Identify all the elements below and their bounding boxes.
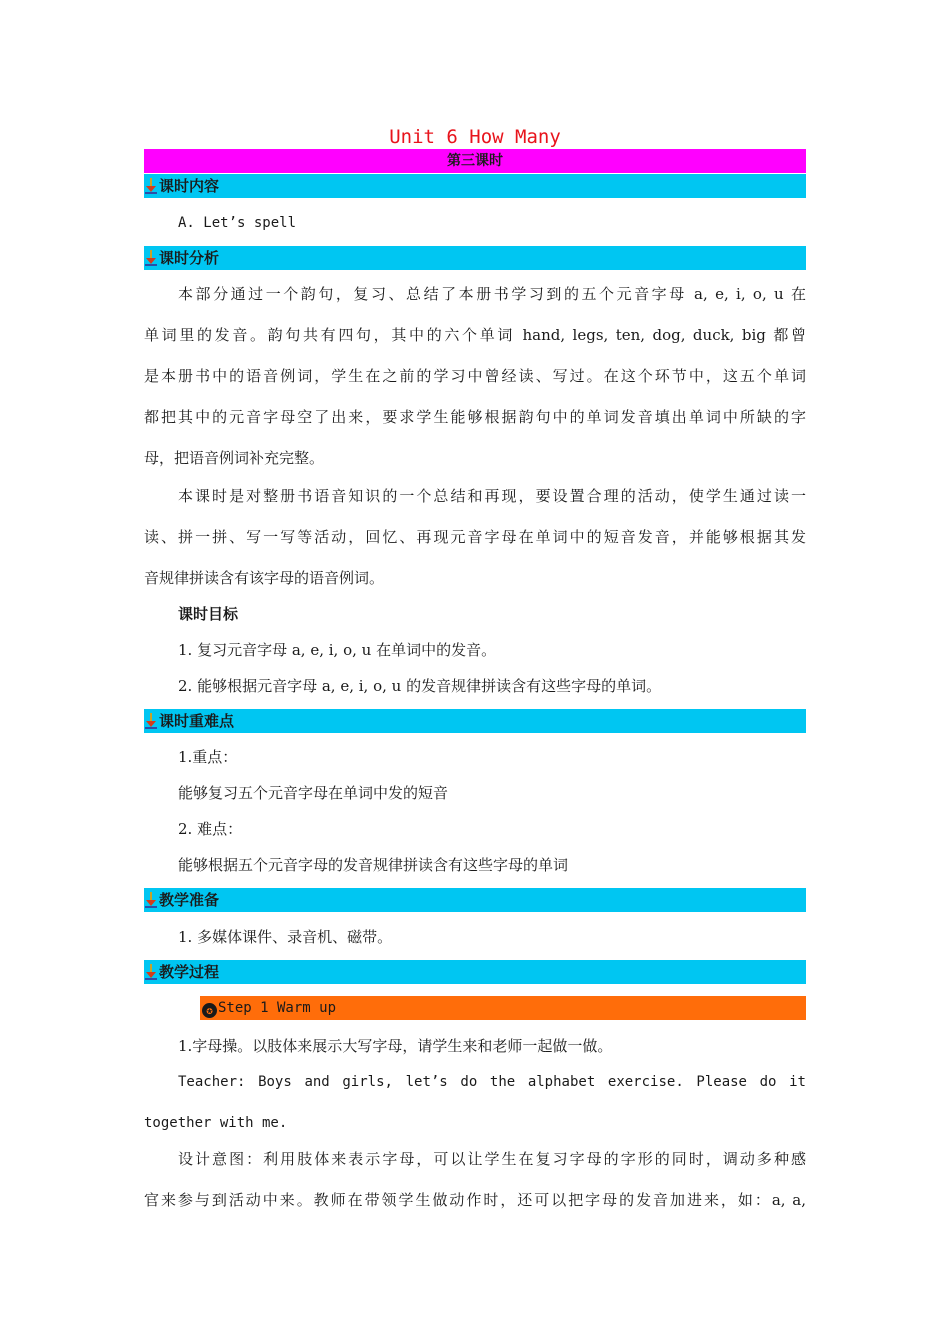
section-label: 课时分析 bbox=[159, 249, 220, 267]
download-arrow-icon bbox=[144, 713, 158, 729]
analysis-line: 本部分通过一个韵句，复习、总结了本册书学习到的五个元音字母 a, e, i, o, u 在 bbox=[178, 285, 806, 303]
section-bar-analysis bbox=[144, 246, 806, 270]
section-bar-content bbox=[144, 174, 806, 198]
document-title: Unit 6 How Many bbox=[389, 126, 561, 148]
section-bar-key-points bbox=[144, 709, 806, 733]
process-line: 官来参与到活动中来。教师在带领学生做动作时，还可以把字母的发音加进来，如：a, a, bbox=[144, 1191, 806, 1209]
key-text: 能够复习五个元音字母在单词中发的短音 bbox=[178, 784, 449, 802]
objectives-heading: 课时目标 bbox=[178, 605, 239, 623]
analysis-line: 本课时是对整册书语音知识的一个总结和再现，要设置合理的活动，使学生通过读一 bbox=[178, 487, 806, 505]
section-label: 教学准备 bbox=[159, 891, 220, 909]
star-icon: ✪ bbox=[202, 1003, 217, 1018]
process-line: 设计意图：利用肢体来表示字母，可以让学生在复习字母的字形的同时，调动多种感 bbox=[178, 1150, 806, 1168]
key-heading: 1.重点： bbox=[178, 748, 238, 766]
download-arrow-icon bbox=[144, 892, 158, 908]
download-arrow-icon bbox=[144, 964, 158, 980]
analysis-line: 母，把语音例词补充完整。 bbox=[144, 449, 325, 467]
step-bar bbox=[200, 996, 806, 1020]
content-text: A. Let’s spell bbox=[178, 215, 297, 231]
section-label: 课时重难点 bbox=[159, 712, 235, 730]
step-label: Step 1 Warm up bbox=[218, 1000, 337, 1016]
difficult-text: 能够根据五个元音字母的发音规律拼读含有这些字母的单词 bbox=[178, 856, 569, 874]
preparation-text: 1. 多媒体课件、录音机、磁带。 bbox=[178, 928, 393, 946]
process-line: together with me. bbox=[144, 1115, 288, 1131]
analysis-line: 单词里的发音。韵句共有四句，其中的六个单词 hand, legs, ten, dog, duck, big 都曾 bbox=[144, 326, 806, 344]
analysis-line: 读、拼一拼、写一写等活动，回忆、再现元音字母在单词中的短音发音，并能够根据其发 bbox=[144, 528, 806, 546]
analysis-line: 音规律拼读含有该字母的语音例词。 bbox=[144, 569, 385, 587]
period-bar: 第三课时 bbox=[144, 149, 806, 173]
analysis-line: 是本册书中的语音例词，学生在之前的学习中曾经读、写过。在这个环节中，这五个单词 bbox=[144, 367, 806, 385]
section-bar-preparation bbox=[144, 888, 806, 912]
section-label: 课时内容 bbox=[159, 177, 220, 195]
process-line: Teacher: Boys and girls, let’s do the alphabet exercise. Please do it bbox=[178, 1074, 806, 1090]
objective-item: 2. 能够根据元音字母 a, e, i, o, u 的发音规律拼读含有这些字母的单词。 bbox=[178, 677, 662, 695]
section-bar-process bbox=[144, 960, 806, 984]
download-arrow-icon bbox=[144, 250, 158, 266]
download-arrow-icon bbox=[144, 178, 158, 194]
difficult-heading: 2. 难点： bbox=[178, 820, 243, 838]
section-label: 教学过程 bbox=[159, 963, 220, 981]
objective-item: 1. 复习元音字母 a, e, i, o, u 在单词中的发音。 bbox=[178, 641, 497, 659]
analysis-line: 都把其中的元音字母空了出来，要求学生能够根据韵句中的单词发音填出单词中所缺的字 bbox=[144, 408, 806, 426]
process-line: 1.字母操。以肢体来展示大写字母，请学生来和老师一起做一做。 bbox=[178, 1037, 613, 1055]
